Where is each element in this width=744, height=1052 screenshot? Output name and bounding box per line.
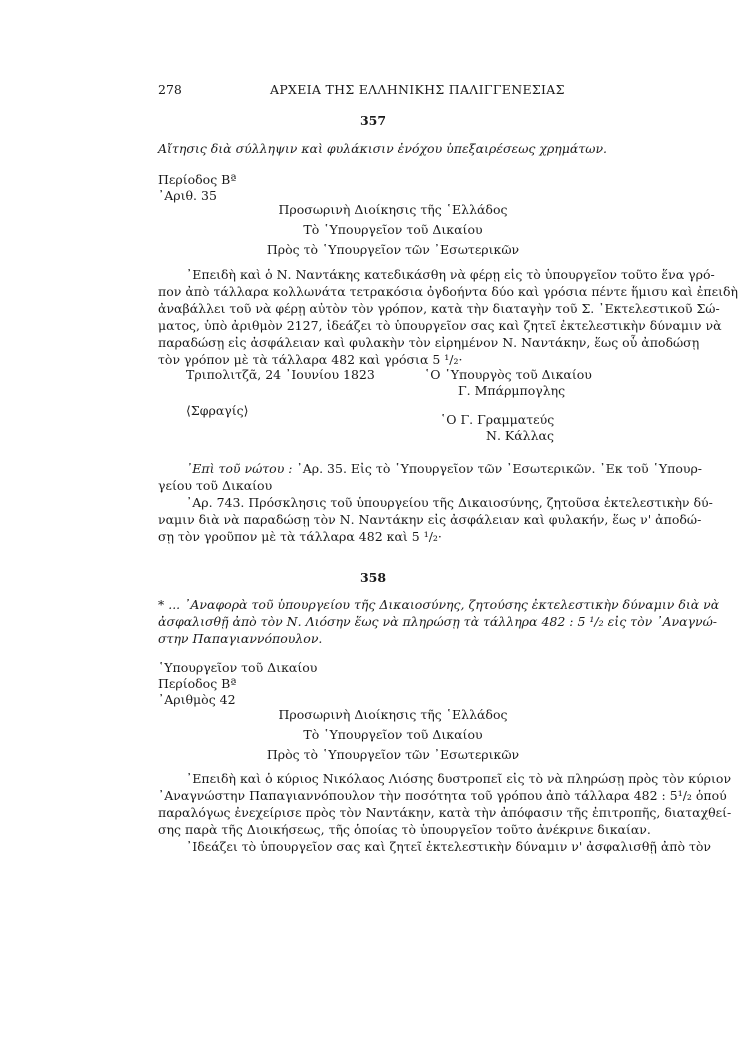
document-358-reference: ᾿Αριθμὸς 42 [158, 692, 236, 707]
endorsement-line [158, 460, 703, 477]
body-line: ᾿Επειδὴ καὶ ὁ Ν. Ναντάκης κατεδικάσθη νὰ φέρῃ εἰς τὸ ὑπουργεῖον τοῦτο ἕνα γρό- [186, 267, 715, 282]
document-357-place-date: Τριπολιτζᾶ, 24 ᾿Ιουνίου 1823 [186, 367, 375, 382]
document-358-body [158, 770, 732, 855]
document-358-summary [158, 596, 720, 647]
signer-2-title: ῾Ο Γ. Γραμματεύς [440, 412, 555, 427]
body-line: ματος, ὑπὸ ἀριθμὸν 2127, ἰδεάζει τὸ ὑπουργεῖον σας καὶ ζητεῖ ἐκτελεστικὴν δύναμιν νὰ [158, 318, 722, 333]
running-title: ΑΡΧΕΙΑ ΤΗΣ ΕΛΛΗΝΙΚΗΣ ΠΑΛΙΓΓΕΝΕΣΙΑΣ [270, 82, 565, 97]
heading-line: Τὸ ῾Υπουργεῖον τοῦ Δικαίου [303, 727, 483, 742]
signer-2-name: Ν. Κάλλας [486, 428, 554, 443]
document-357-endorsement [158, 460, 713, 545]
heading-line: Τὸ ῾Υπουργεῖον τοῦ Δικαίου [303, 222, 483, 237]
summary-line: στην Παπαγιαννόπουλον. [158, 631, 323, 646]
document-357-summary: Αἴτησις διὰ σύλληψιν καὶ φυλάκισιν ἐνόχου ὑπεξαιρέσεως χρημάτων. [158, 141, 608, 156]
heading-line: Πρὸς τὸ ῾Υπουργεῖον τῶν ᾿Εσωτερικῶν [266, 747, 520, 762]
heading-line: Πρὸς τὸ ῾Υπουργεῖον τῶν ᾿Εσωτερικῶν [266, 242, 520, 257]
body-line: σης παρὰ τῆς Διοικήσεως, τῆς ὁποίας τὸ ὑπουργεῖον τοῦτο ἀνέκρινε δικαίαν. [158, 822, 651, 837]
body-line: ᾿Επειδὴ καὶ ὁ κύριος Νικόλαος Λιόσης δυστροπεῖ εἰς τὸ νὰ πληρώσῃ πρὸς τὸν κύριον [186, 771, 732, 786]
body-line: ᾿Ιδεάζει τὸ ὑπουργεῖον σας καὶ ζητεῖ ἐκτελεστικὴν δύναμιν ν' ἀσφαλισθῇ ἀπὸ τὸν [186, 839, 712, 854]
endorsement-line: ναμιν διὰ νὰ παραδώσῃ τὸν Ν. Ναντάκην εἰς ἀσφάλειαν καὶ φυλακήν, ἕως ν' ἀποδώ- [158, 512, 702, 527]
document-number-357: 357 [359, 113, 387, 128]
endorsement-line: γείου τοῦ Δικαίου [158, 478, 273, 493]
summary-line: * ... ᾿Αναφορὰ τοῦ ὑπουργείου τῆς Δικαιοσύνης, ζητούσης ἐκτελεστικὴν δύναμιν διὰ νὰ [158, 597, 720, 612]
document-357-heading [258, 202, 528, 258]
endorsement-line: ᾿Αρ. 743. Πρόσκλησις τοῦ ὑπουργείου τῆς Δικαιοσύνης, ζητοῦσα ἐκτελεστικὴν δύ- [186, 495, 713, 510]
seal-note: ⟨Σφραγίς⟩ [186, 403, 249, 418]
heading-line: Προσωρινὴ Διοίκησις τῆς ῾Ελλάδος [278, 707, 508, 722]
document-358-heading [258, 707, 528, 763]
signer-1-title: ῾Ο ῾Υπουργὸς τοῦ Δικαίου [424, 367, 592, 382]
body-line: τὸν γρόπον μὲ τὰ τάλλαρα 482 καὶ γρόσια 5 ¹/₂· [158, 352, 463, 367]
body-line: παραδώσῃ εἰς ἀσφάλειαν καὶ φυλακὴν τὸν εἰρημένον Ν. Ναντάκην, ἕως οὗ ἀποδώσῃ [158, 335, 700, 350]
endorsement-text: ᾿Αρ. 35. Εἰς τὸ ῾Υπουργεῖον τῶν ᾿Εσωτερικῶν. ᾿Εκ τοῦ ῾Υπουρ- [296, 461, 703, 476]
document-358-ministry: ῾Υπουργεῖον τοῦ Δικαίου [158, 660, 318, 675]
document-357-reference: ᾿Αριθ. 35 [158, 188, 217, 203]
endorsement-line: σῃ τὸν γροῦπον μὲ τὰ τάλλαρα 482 καὶ 5 ¹/₂· [158, 529, 442, 544]
document-357-body [158, 266, 739, 368]
endorsement-label: ᾿Επὶ τοῦ νώτου : [186, 461, 293, 476]
body-line: πον ἀπὸ τάλλαρα κολλωνάτα τετρακόσια ὀγδοήντα δύο καὶ γρόσια πέντε ἥμισυ καὶ ἐπειδὴ [158, 284, 739, 299]
body-line: ᾿Αναγνώστην Παπαγιαννόπουλον τὴν ποσότητα τοῦ γρόπου ἀπὸ τάλλαρα 482 : 5¹/₂ ὁπού [158, 788, 727, 803]
page-number: 278 [158, 82, 182, 97]
signer-1-name: Γ. Μπάρμπογλης [458, 383, 566, 398]
heading-line: Προσωρινὴ Διοίκησις τῆς ῾Ελλάδος [278, 202, 508, 217]
document-357-period: Περίοδος Βª [158, 172, 237, 187]
document-358-period: Περίοδος Βª [158, 676, 237, 691]
document-number-358: 358 [359, 570, 387, 585]
body-line: παραλόγως ἐνεχείρισε πρὸς τὸν Ναντάκην, κατὰ τὴν ἀπόφασιν τῆς ἐπιτροπῆς, διαταχθεί- [158, 805, 732, 820]
body-line: ἀναβάλλει τοῦ νὰ φέρῃ αὐτὸν τὸν γρόπον, κατὰ τὴν διαταγὴν τοῦ Σ. ᾿Εκτελεστικοῦ Σώ- [158, 301, 720, 316]
summary-line: ἀσφαλισθῇ ἀπὸ τὸν Ν. Λιόσην ἕως νὰ πληρώσῃ τὰ τάλληρα 482 : 5 ¹/₂ εἰς τὸν ᾿Αναγνώ- [158, 614, 717, 629]
